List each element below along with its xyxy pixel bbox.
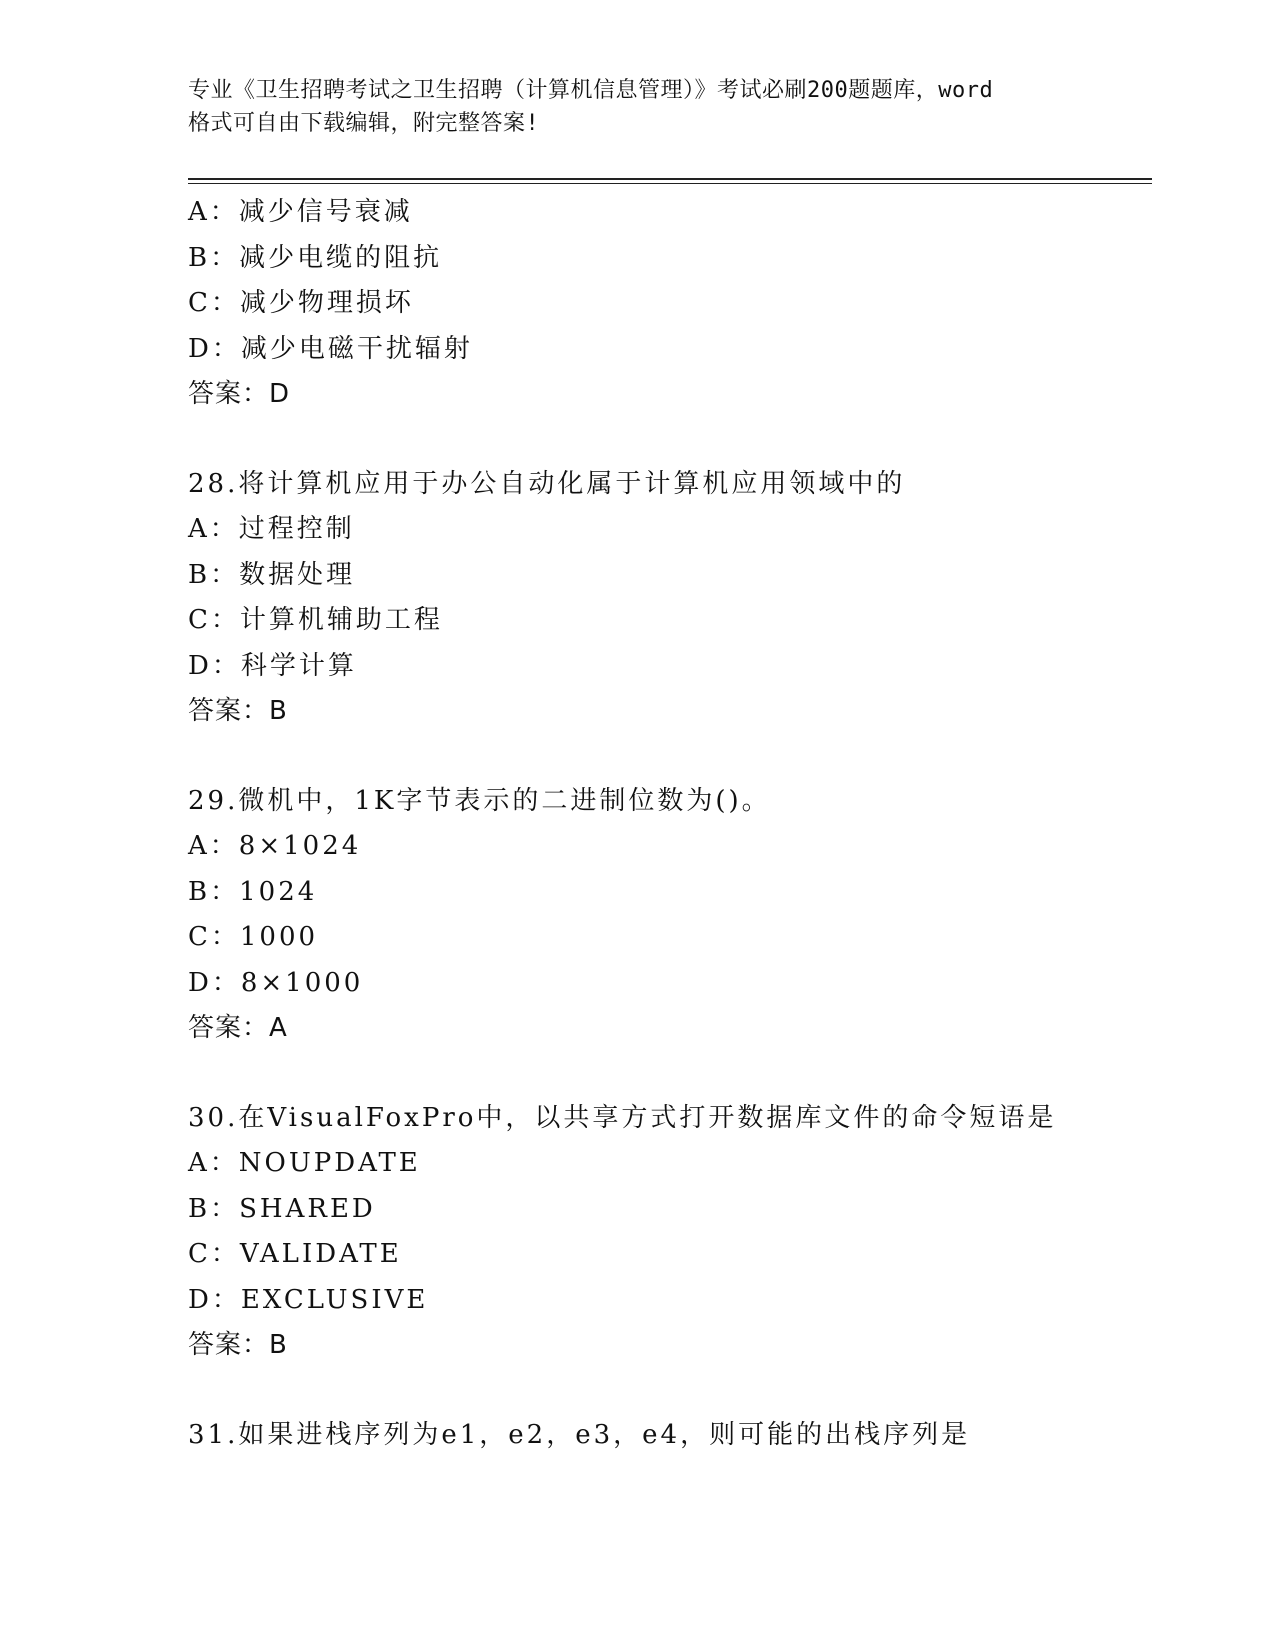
- answer-line: 答案：B: [188, 1330, 288, 1360]
- option-a: A：8×1024: [188, 831, 362, 861]
- question-27: [188, 190, 1148, 418]
- option-c: C：减少物理损坏: [188, 288, 414, 318]
- header-divider-thick: [188, 178, 1152, 180]
- question-30: [188, 1096, 1148, 1369]
- question-gap: [188, 418, 1148, 462]
- question-list: [188, 190, 1148, 1458]
- option-d: D：8×1000: [188, 967, 364, 998]
- option-d: D：减少电磁干扰辐射: [188, 333, 473, 364]
- option-c: C：计算机辅助工程: [188, 605, 443, 635]
- header-title-line2: 格式可自由下载编辑，附完整答案!: [188, 111, 540, 136]
- answer-line: 答案：D: [188, 379, 291, 409]
- question-gap: [188, 735, 1148, 779]
- option-c: C：VALIDATE: [188, 1239, 402, 1269]
- document-header: [188, 74, 1088, 140]
- question-stem: 28.将计算机应用于办公自动化属于计算机应用领域中的: [188, 468, 906, 499]
- option-b: B：SHARED: [188, 1193, 376, 1224]
- question-28: [188, 462, 1148, 735]
- option-b: B：减少电缆的阻抗: [188, 242, 443, 273]
- option-d: D：科学计算: [188, 650, 357, 681]
- answer-line: 答案：A: [188, 1013, 288, 1043]
- header-title-line1: 专业《卫生招聘考试之卫生招聘（计算机信息管理）》考试必刷200题题库，word: [188, 78, 994, 103]
- option-b: B：数据处理: [188, 559, 356, 590]
- question-29: [188, 779, 1148, 1052]
- question-stem: 29.微机中，1K字节表示的二进制位数为()。: [188, 785, 771, 816]
- option-c: C：1000: [188, 922, 319, 952]
- question-31: [188, 1413, 1148, 1459]
- question-gap: [188, 1369, 1148, 1413]
- question-stem: 30.在VisualFoxPro中，以共享方式打开数据库文件的命令短语是: [188, 1102, 1057, 1133]
- option-a: A：NOUPDATE: [188, 1148, 421, 1178]
- question-stem: 31.如果进栈序列为e1，e2，e3，e4，则可能的出栈序列是: [188, 1419, 971, 1450]
- question-gap: [188, 1052, 1148, 1096]
- header-divider-thin: [188, 183, 1152, 184]
- option-b: B：1024: [188, 876, 318, 907]
- option-d: D：EXCLUSIVE: [188, 1284, 429, 1315]
- option-a: A：过程控制: [188, 514, 355, 544]
- answer-line: 答案：B: [188, 696, 288, 726]
- option-a: A：减少信号衰减: [188, 197, 413, 227]
